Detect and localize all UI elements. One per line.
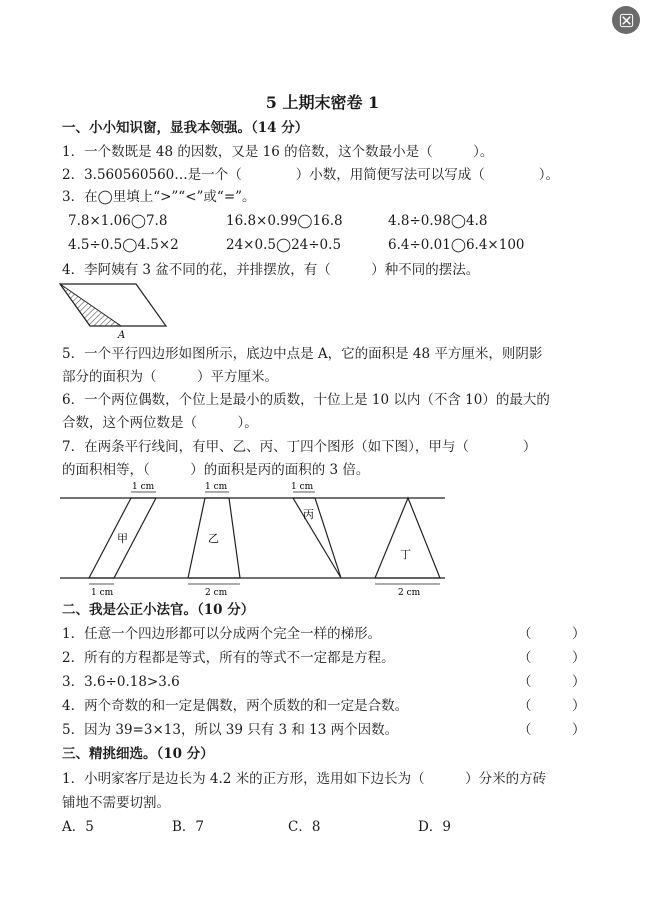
shape-label: 丙 xyxy=(303,508,314,521)
question-1-7-cont: 的面积相等，（ ）的面积是丙的面积的 3 倍。 xyxy=(62,462,370,478)
dimension-label: 1 cm xyxy=(91,588,114,598)
answer-blank: （ ） xyxy=(518,650,586,666)
question-3-1-cont: 铺地不需要切割。 xyxy=(62,795,170,811)
question-1-4: 4．李阿姨有 3 盆不同的花，并排摆放，有（ ）种不同的摆法。 xyxy=(62,262,480,278)
question-1-5-cont: 部分的面积为（ ）平方厘米。 xyxy=(62,369,278,385)
option-c: C．8 xyxy=(288,819,321,835)
section1-heading: 一、小小知识窗，显我本领强。（14 分） xyxy=(62,120,309,136)
question-1-1: 1．一个数既是 48 的因数，又是 16 的倍数，这个数最小是（ ）。 xyxy=(62,144,494,160)
q3-item: 4.8÷0.98◯4.8 xyxy=(388,213,488,229)
question-1-6: 6．一个两位偶数，个位上是最小的质数，十位上是 10 以内（不含 10）的最大的 xyxy=(62,392,550,408)
option-d: D．9 xyxy=(418,819,451,835)
question-1-5: 5．一个平行四边形如图所示，底边中点是 A，它的面积是 48 平方厘米，则阴影 xyxy=(62,346,543,362)
shape-ding xyxy=(375,498,440,578)
answer-blank: （ ） xyxy=(518,698,586,714)
dimension-label: 1 cm xyxy=(291,482,314,492)
option-a: A．5 xyxy=(62,819,94,835)
close-icon xyxy=(619,13,634,28)
shape-bing xyxy=(293,498,341,578)
answer-blank: （ ） xyxy=(518,626,586,642)
judgment-item: 4．两个奇数的和一定是偶数，两个质数的和一定是合数。 xyxy=(62,698,409,714)
judgment-item: 1．任意一个四边形都可以分成两个完全一样的梯形。 xyxy=(62,626,382,642)
parallelogram-figure xyxy=(58,282,170,340)
shape-label: 甲 xyxy=(117,532,128,545)
dimension-label: 1 cm xyxy=(205,482,228,492)
question-1-2: 2．3.560560560…是一个（ ）小数，用简便写法可以写成（ ）。 xyxy=(62,167,560,183)
answer-blank: （ ） xyxy=(518,674,586,690)
parallel-lines-figure xyxy=(55,480,450,598)
judgment-item: 5．因为 39=3×13，所以 39 只有 3 和 13 两个因数。 xyxy=(62,722,399,738)
question-1-3: 3．在◯里填上“>”“<”或“=”。 xyxy=(62,189,256,205)
judgment-item: 2．所有的方程都是等式，所有的等式不一定都是方程。 xyxy=(62,650,395,666)
q3-item: 4.5÷0.5◯4.5×2 xyxy=(68,237,179,253)
section2-heading: 二、我是公正小法官。（10 分） xyxy=(62,602,255,618)
q3-item: 16.8×0.99◯16.8 xyxy=(226,213,343,229)
close-button[interactable] xyxy=(612,6,640,34)
dimension-label: 2 cm xyxy=(398,588,421,598)
point-a-label: A xyxy=(118,330,126,340)
shape-label: 乙 xyxy=(208,532,219,545)
section3-heading: 三、精挑细选。（10 分） xyxy=(62,746,214,762)
q3-item: 24×0.5◯24÷0.5 xyxy=(226,237,342,253)
option-b: B．7 xyxy=(172,819,205,835)
page-title: 5 上期末密卷 1 xyxy=(265,93,380,112)
question-1-7: 7．在两条平行线间，有甲、乙、丙、丁四个图形（如下图），甲与（ ） xyxy=(62,439,537,455)
judgment-item: 3．3.6÷0.18>3.6 xyxy=(62,674,180,690)
shape-label: 丁 xyxy=(400,548,411,561)
answer-blank: （ ） xyxy=(518,722,586,738)
question-3-1: 1．小明家客厅是边长为 4.2 米的正方形，选用如下边长为（ ）分米的方砖 xyxy=(62,771,547,787)
q3-item: 6.4÷0.01◯6.4×100 xyxy=(388,237,525,253)
q3-item: 7.8×1.06◯7.8 xyxy=(68,213,168,229)
dimension-label: 2 cm xyxy=(205,588,228,598)
question-1-6-cont: 合数，这个两位数是（ ）。 xyxy=(62,415,258,431)
dimension-label: 1 cm xyxy=(132,482,155,492)
